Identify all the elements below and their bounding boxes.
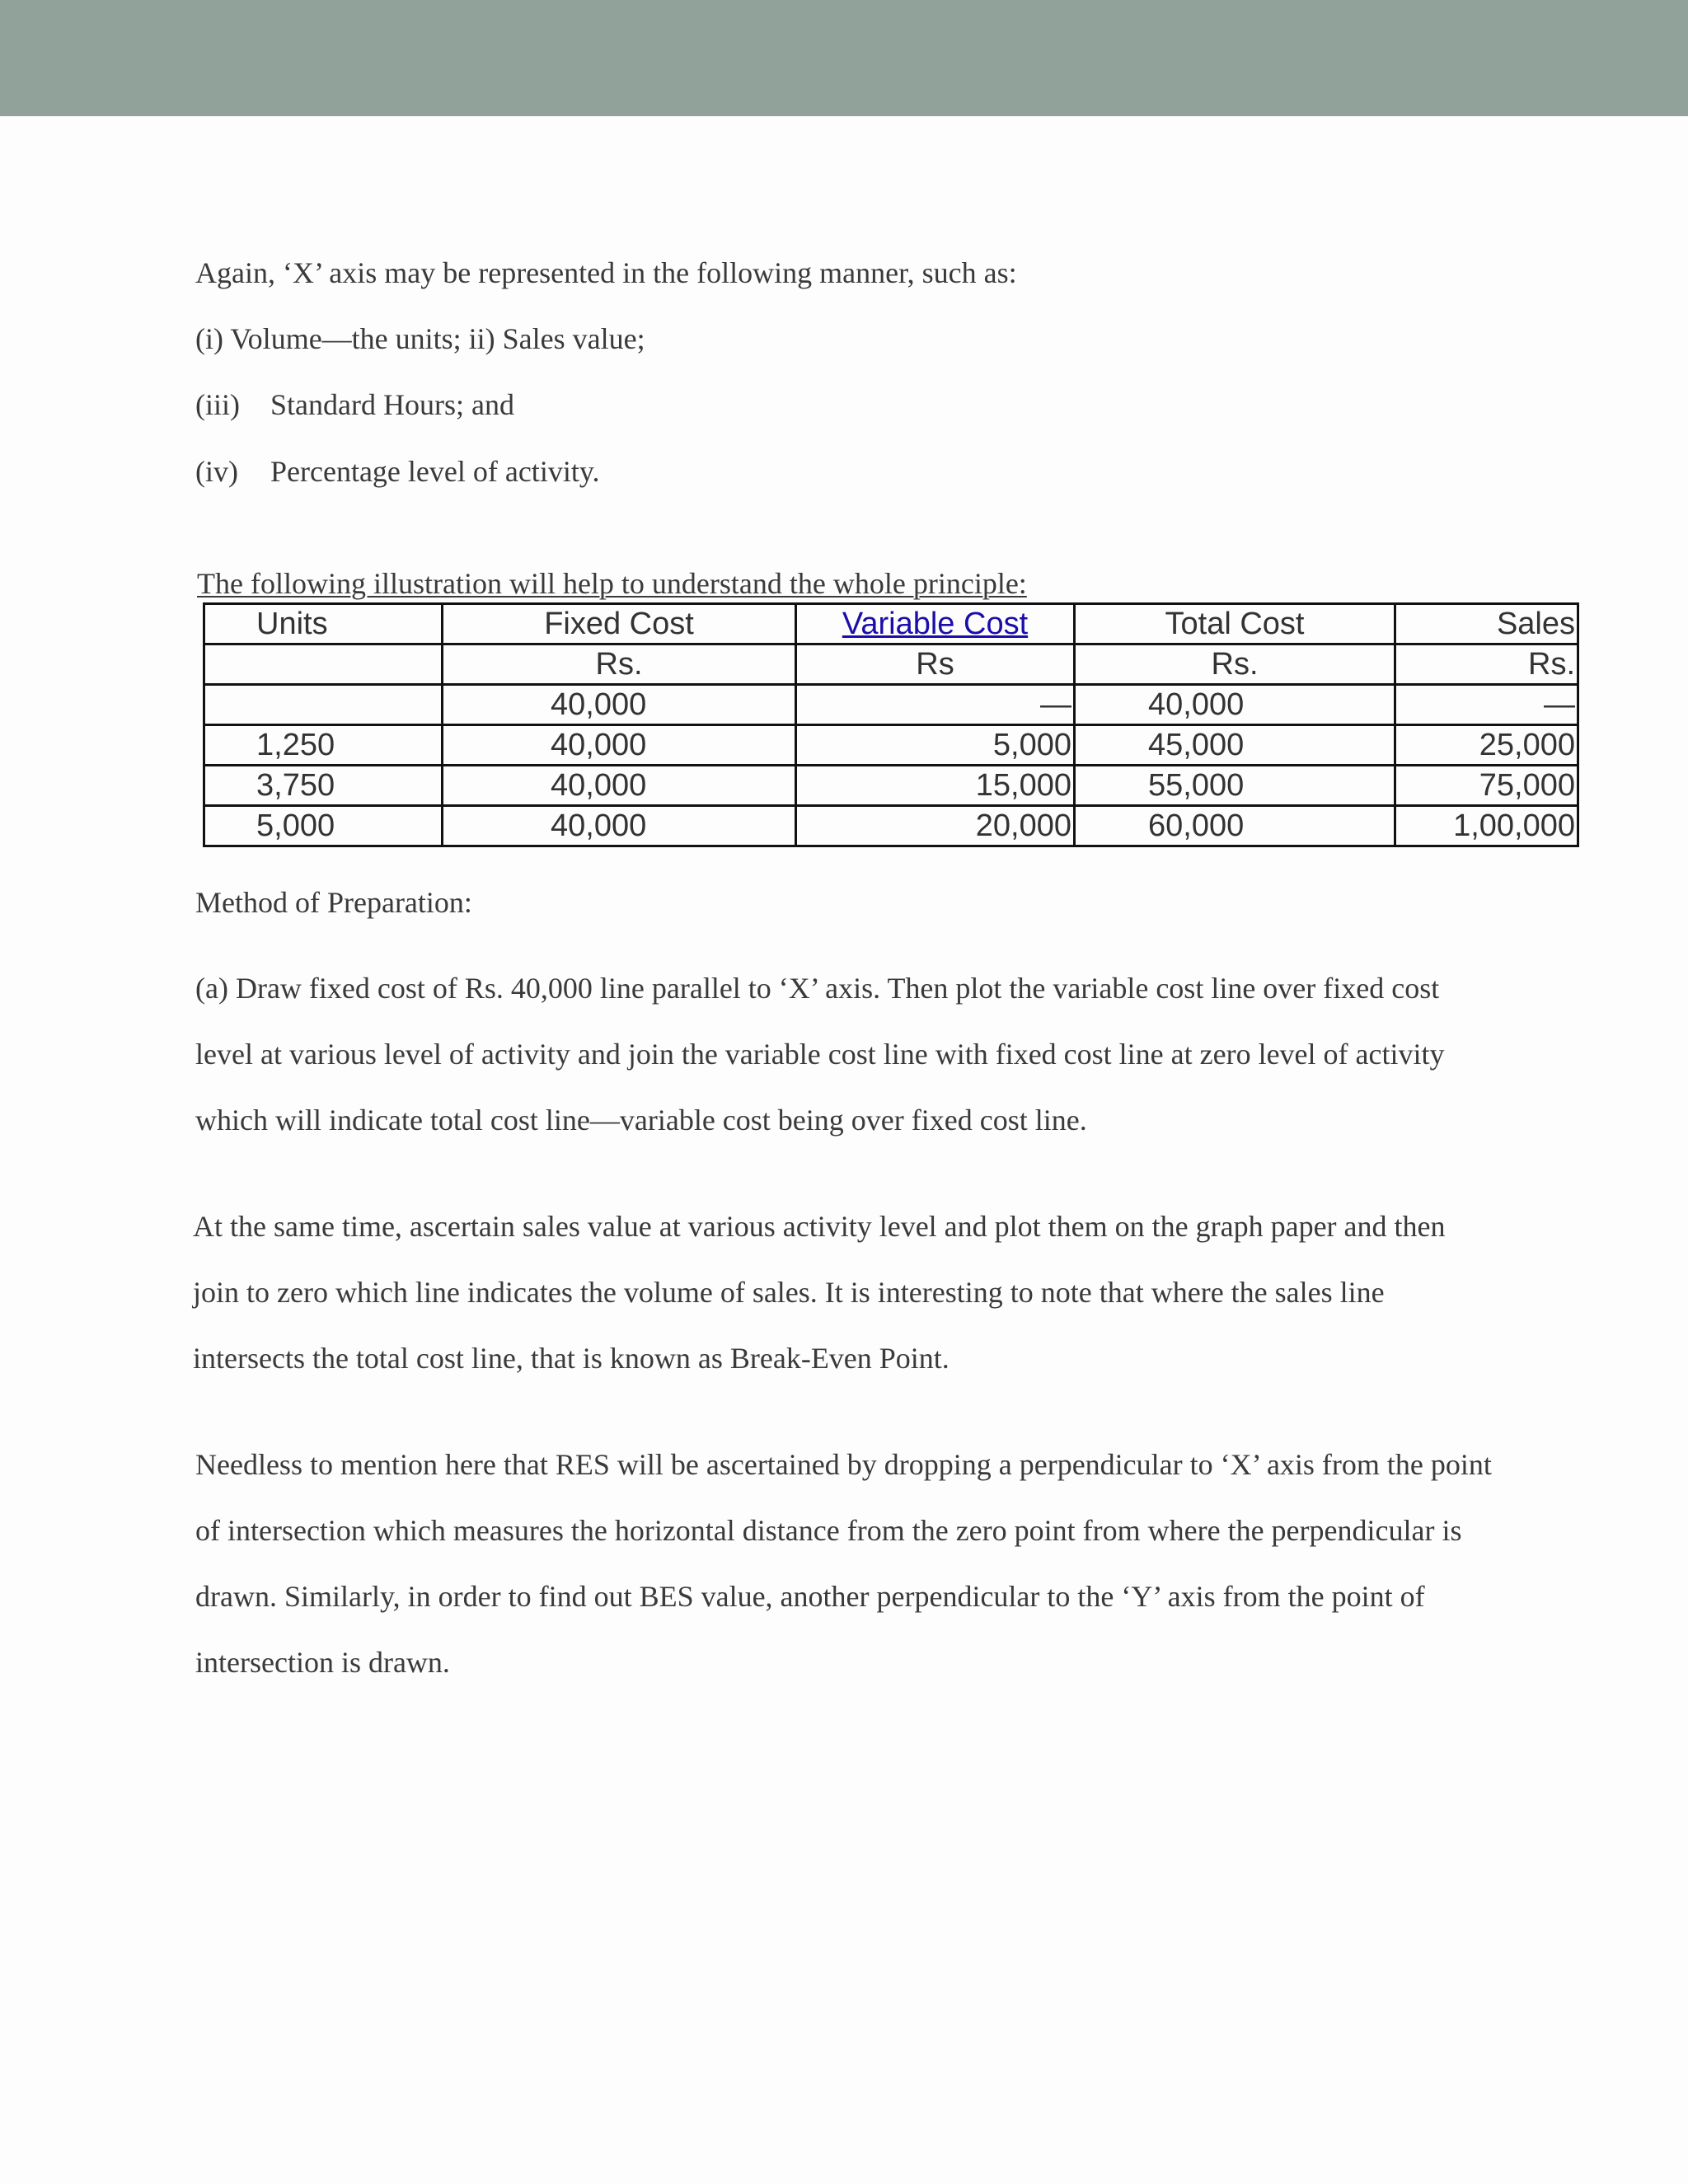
header-band <box>0 0 1688 116</box>
table-cell: Rs <box>796 644 1075 685</box>
table-caption: The following illustration will help to understand the whole principle: <box>197 567 1027 600</box>
list-text: Percentage level of activity. <box>270 455 600 488</box>
table-cell: 25,000 <box>1395 725 1578 766</box>
table-cell: 40,000 <box>1075 685 1395 725</box>
table-cell: 1,00,000 <box>1395 806 1578 846</box>
table-cell: 75,000 <box>1395 766 1578 806</box>
table-cell: 15,000 <box>796 766 1075 806</box>
header-total-cost: Total Cost <box>1075 604 1395 644</box>
table-cell: — <box>796 685 1075 725</box>
table-cell: 5,000 <box>204 806 443 846</box>
table-cell <box>204 644 443 685</box>
table-cell: — <box>1395 685 1578 725</box>
list-item-iii <box>195 387 514 423</box>
table-row <box>204 806 1578 846</box>
header-sales: Sales <box>1395 604 1578 644</box>
table-cell: 60,000 <box>1075 806 1395 846</box>
list-text: Standard Hours; and <box>270 388 514 421</box>
list-number: (iv) <box>195 455 238 488</box>
table-row <box>204 725 1578 766</box>
list-item-iv <box>195 453 599 490</box>
header-fixed-cost: Fixed Cost <box>443 604 796 644</box>
table-unit-row <box>204 644 1578 685</box>
table-cell: 5,000 <box>796 725 1075 766</box>
paragraph-2: At the same time, ascertain sales value at various activity level and plot them on the graph paper and then join to zero which line indicates the volume of sales. It is interesting to note that where the sales line intersects the total cost line, that is known as Break-Even Point. <box>193 1210 1446 1375</box>
header-variable-cost-cell <box>796 604 1075 644</box>
table-cell: 40,000 <box>443 685 796 725</box>
table-cell: Rs. <box>1075 644 1395 685</box>
table-cell: 40,000 <box>443 725 796 766</box>
table-cell: 45,000 <box>1075 725 1395 766</box>
table-cell: Rs. <box>1395 644 1578 685</box>
table-cell: 3,750 <box>204 766 443 806</box>
list-number: (iii) <box>195 388 240 421</box>
table-header-row <box>204 604 1578 644</box>
table-cell: 40,000 <box>443 766 796 806</box>
table-row <box>204 766 1578 806</box>
table-cell <box>204 685 443 725</box>
paragraph-3: Needless to mention here that RES will be ascertained by dropping a perpendicular to ‘X’ axis from the point of intersection which measures the horizontal distance from the zero point from where the perpendicular is drawn. Similarly, in order to find out BES value, another perpendicular to the ‘Y’ axis from the point of intersection is drawn. <box>195 1448 1492 1679</box>
header-units: Units <box>204 604 443 644</box>
table-cell: Rs. <box>443 644 796 685</box>
intro-line-2: (i) Volume—the units; ii) Sales value; <box>195 322 645 355</box>
table-cell: 1,250 <box>204 725 443 766</box>
paragraph-1: (a) Draw fixed cost of Rs. 40,000 line parallel to ‘X’ axis. Then plot the variable cost line over fixed cost level at various level of activity and join the variable cost line with fixed cost line at zero level of activity which will indicate total cost line—variable cost being over fixed cost line. <box>195 972 1445 1137</box>
table-cell: 20,000 <box>796 806 1075 846</box>
variable-cost-link[interactable]: Variable Cost <box>842 607 1029 641</box>
intro-line-1: Again, ‘X’ axis may be represented in the following manner, such as: <box>195 256 1017 289</box>
table-row <box>204 685 1578 725</box>
cost-table <box>203 602 1579 847</box>
method-heading: Method of Preparation: <box>195 886 472 919</box>
table-cell: 40,000 <box>443 806 796 846</box>
table-cell: 55,000 <box>1075 766 1395 806</box>
